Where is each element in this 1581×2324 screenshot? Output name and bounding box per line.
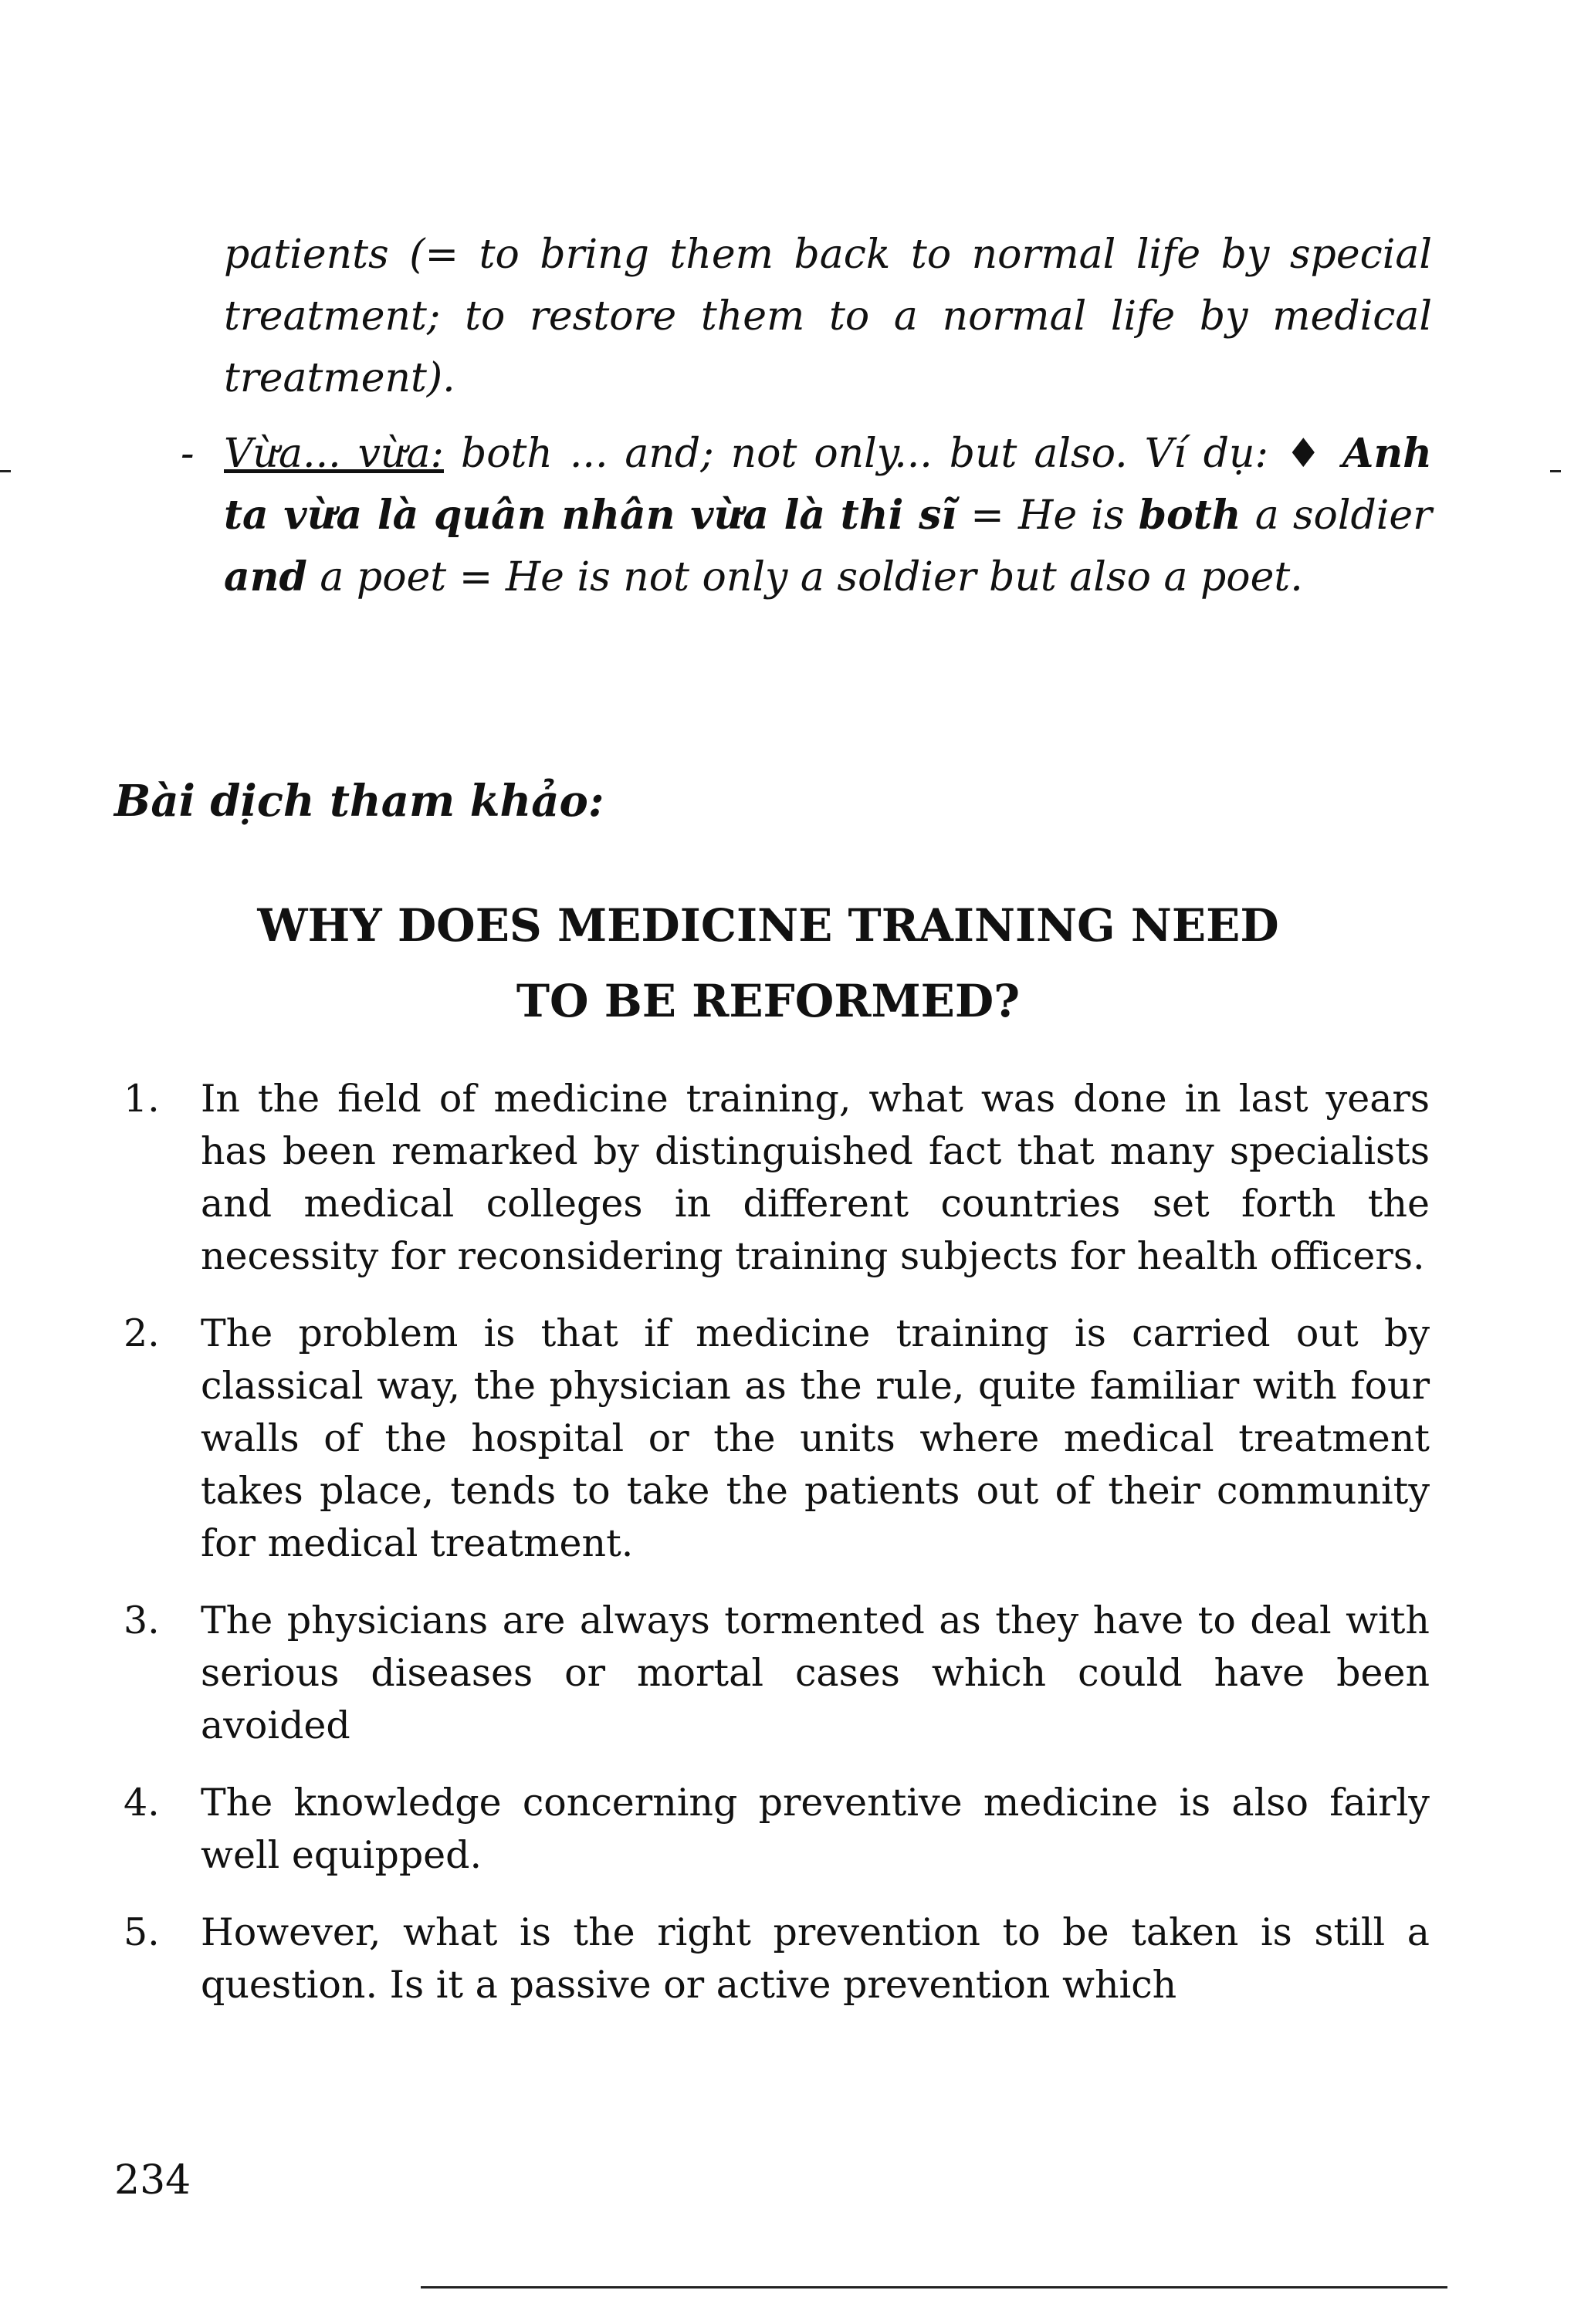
list-item-text: The physicians are always tormented as they have to deal with serious diseases or mortal cases which could have been avoided (201, 1598, 1430, 1747)
list-item (124, 1073, 1430, 1283)
vocabulary-notes (181, 224, 1433, 608)
list-item (124, 1906, 1430, 2011)
margin-mark-right (1550, 470, 1561, 472)
entry-definition: both ... and; not only... but also. Ví dụ: ♦ (443, 431, 1343, 477)
note-continuation: patients (= to bring them back to normal life by special treatment; to restore them to a normal life by medical treatment). (224, 232, 1432, 401)
list-item-text: However, what is the right prevention to be taken is still a question. Is it a passive or active prevention which (201, 1910, 1430, 2007)
list-item-text: The problem is that if medicine training is carried out by classical way, the physician as the rule, quite familiar with four walls of the hospital or the units where medical treatment takes place, tends to take the patients out of their community for medical treatment. (201, 1311, 1430, 1565)
numbered-list (124, 1073, 1430, 2036)
entry-dash: - (181, 431, 195, 477)
list-item (124, 1777, 1430, 1882)
entry-term: Vừa... vừa: (224, 431, 444, 477)
list-item-number: 2. (124, 1311, 160, 1355)
vocabulary-entry (181, 423, 1433, 608)
list-item-text: The knowledge concerning preventive medicine is also fairly well equipped. (201, 1781, 1430, 1877)
list-item-number: 1. (124, 1077, 160, 1121)
section-label: Bài dịch tham khảo: (114, 776, 604, 827)
article-title (154, 888, 1382, 1039)
list-item (124, 1307, 1430, 1570)
list-item (124, 1595, 1430, 1752)
title-line-1: WHY DOES MEDICINE TRAINING NEED (257, 899, 1279, 952)
title-line-2: TO BE REFORMED? (516, 975, 1021, 1027)
page-number: 234 (114, 2157, 191, 2204)
example-rest: a poet = He is not only a soldier but also a poet. (306, 554, 1303, 600)
list-item-number: 3. (124, 1598, 160, 1642)
list-item-number: 4. (124, 1781, 160, 1825)
list-item-text: In the field of medicine training, what was done in last years has been remarked by distinguished fact that many specialists and medical colleges in different countries set forth the necessity for reconsidering training subjects for health officers. (201, 1077, 1430, 1278)
margin-mark-left (0, 470, 11, 472)
example-equals: = He is (956, 492, 1139, 539)
list-item-number: 5. (124, 1910, 160, 1954)
example-vietnamese: Anh ta vừa là quân nhân vừa là thi sĩ (224, 430, 1432, 539)
bottom-rule (421, 2286, 1447, 2288)
example-both: both (1138, 492, 1241, 539)
example-and: and (224, 553, 307, 600)
example-soldier: a soldier (1241, 492, 1433, 539)
